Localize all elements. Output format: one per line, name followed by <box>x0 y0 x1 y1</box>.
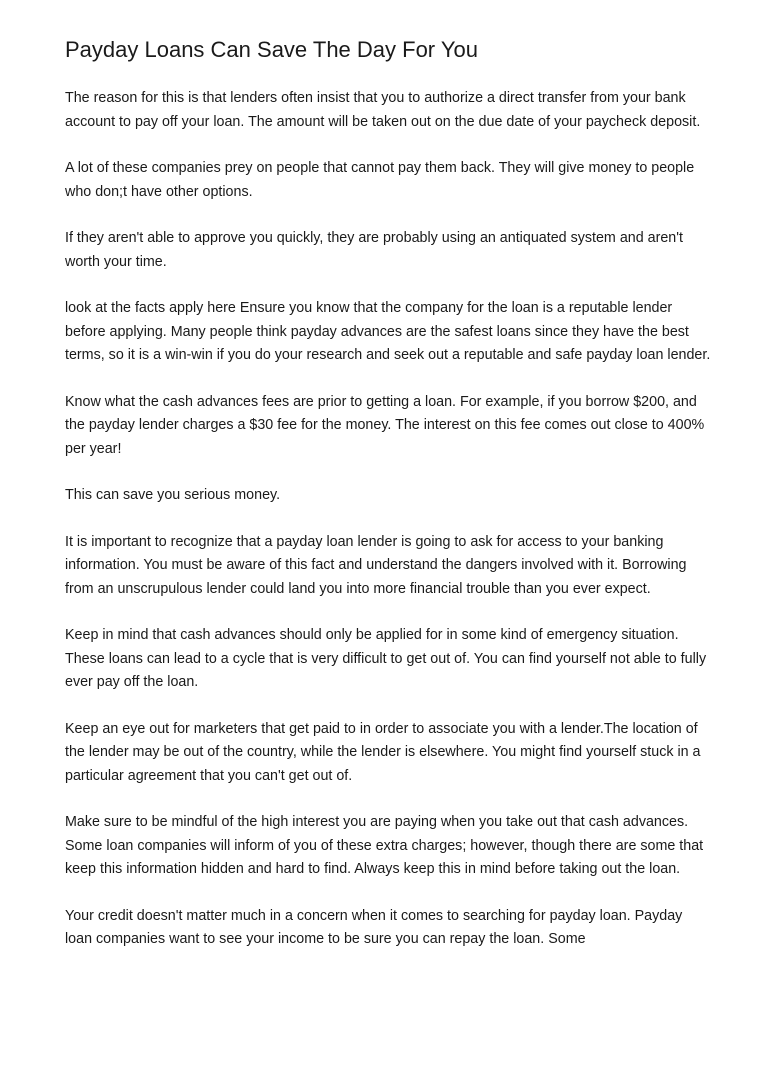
paragraph: If they aren't able to approve you quickly, they are probably using an antiquated system and aren't worth your time. <box>65 230 683 270</box>
paragraph: A lot of these companies prey on people that cannot pay them back. They will give money to people who don;t have other options. <box>65 160 695 200</box>
paragraph: It is important to recognize that a payday loan lender is going to ask for access to your banking information. You must be aware of this fact and understand the dangers involved with it. Borrowing from an unscrupulous lender could land you into more financial trouble than you ever expect. <box>65 533 687 597</box>
paragraph: Your credit doesn't matter much in a concern when it comes to searching for payday loan. Payday loan companies want to see your income to be sure you can repay the loan. Some <box>65 907 683 947</box>
article-body <box>65 87 711 975</box>
page-title: Payday Loans Can Save The Day For You <box>65 37 478 62</box>
paragraph: Make sure to be mindful of the high interest you are paying when you take out that cash advances. Some loan companies will inform of you of these extra charges; however, though there are some that keep this information hidden and hard to find. Always keep this in mind before taking out the loan. <box>65 814 704 877</box>
paragraph: Know what the cash advances fees are prior to getting a loan. For example, if you borrow $200, and the payday lender charges a $30 fee for the money. The interest on this fee comes out close to 400% per year! <box>65 393 705 457</box>
paragraph: look at the facts apply here Ensure you know that the company for the loan is a reputable lender before applying. Many people think payday advances are the safest loans since they have the best terms, so it is a win-win if you do your research and seek out a reputable and safe payday loan lender. <box>65 300 711 363</box>
paragraph: The reason for this is that lenders often insist that you to authorize a direct transfer from your bank account to pay off your loan. The amount will be taken out on the due date of your paycheck deposit. <box>65 90 701 130</box>
paragraph: Keep in mind that cash advances should only be applied for in some kind of emergency situation. These loans can lead to a cycle that is very difficult to get out of. You can find yourself not able to fully ever pay off the loan. <box>65 627 707 690</box>
paragraph: This can save you serious money. <box>65 487 281 503</box>
paragraph: Keep an eye out for marketers that get paid to in order to associate you with a lender.The location of the lender may be out of the country, while the lender is elsewhere. You might find yourself stuck in a particular agreement that you can't get out of. <box>65 720 701 784</box>
